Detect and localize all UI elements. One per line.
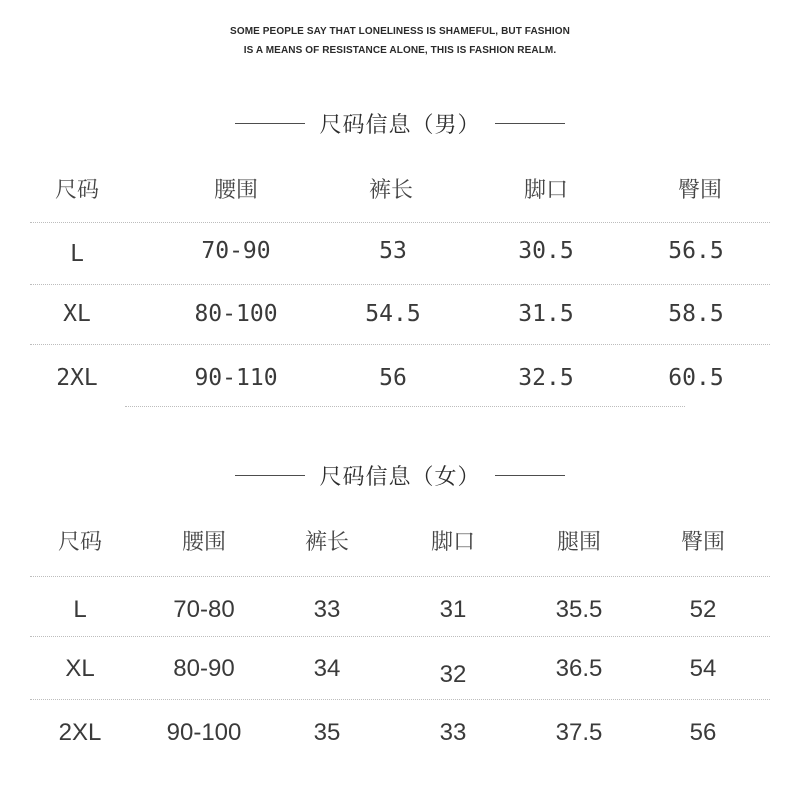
men-cell-hem: 32.5 [518, 365, 574, 391]
women-header-waist: 腰围 [181, 530, 227, 555]
men-cell-hip: 58.5 [668, 301, 724, 327]
women-cell-hem: 31 [439, 596, 467, 623]
women-header-thigh: 腿围 [556, 530, 602, 555]
title-rule-right [495, 123, 565, 124]
men-cell-length: 53 [379, 238, 407, 264]
men-cell-waist: 80-100 [194, 301, 278, 327]
women-cell-length: 33 [313, 596, 341, 623]
women-cell-length: 35 [313, 719, 341, 746]
men-divider [30, 222, 770, 223]
women-cell-hem: 33 [439, 719, 467, 746]
slogan-line-2: IS A MEANS OF RESISTANCE ALONE, THIS IS FASHION REALM. [243, 45, 557, 56]
women-header-hip: 臀围 [680, 530, 726, 555]
women-cell-waist: 90-100 [166, 719, 242, 746]
men-header-hem: 脚口 [523, 178, 569, 203]
men-cell-hem: 31.5 [518, 301, 574, 327]
men-divider [30, 284, 770, 285]
men-divider [30, 344, 770, 345]
women-cell-size: XL [65, 655, 95, 682]
men-header-size: 尺码 [54, 178, 100, 203]
men-header-length: 裤长 [368, 178, 414, 203]
women-header-hem: 脚口 [430, 530, 476, 555]
men-cell-waist: 90-110 [194, 365, 278, 391]
women-cell-size: L [73, 596, 87, 623]
women-cell-hip: 52 [689, 596, 717, 623]
men-cell-waist: 70-90 [201, 238, 271, 264]
women-divider [30, 576, 770, 577]
men-cell-length: 56 [379, 365, 407, 391]
men-cell-size: 2XL [56, 365, 98, 391]
men-cell-hip: 56.5 [668, 238, 724, 264]
women-cell-size: 2XL [58, 719, 102, 746]
women-cell-thigh: 35.5 [555, 596, 603, 623]
women-cell-waist: 70-80 [173, 596, 235, 623]
men-cell-hem: 30.5 [518, 238, 574, 264]
men-title-text: 尺码信息（男） [319, 113, 481, 138]
women-divider [30, 699, 770, 700]
women-cell-thigh: 36.5 [555, 655, 603, 682]
title-rule-left [235, 475, 305, 476]
women-cell-hem: 32 [439, 661, 467, 688]
women-header-size: 尺码 [57, 530, 103, 555]
women-cell-waist: 80-90 [173, 655, 235, 682]
women-size-title [0, 460, 800, 491]
women-header-length: 裤长 [304, 530, 350, 555]
men-cell-size: XL [63, 301, 91, 327]
men-cell-size: L [70, 241, 84, 267]
men-header-waist: 腰围 [213, 178, 259, 203]
women-cell-hip: 54 [689, 655, 717, 682]
women-divider [30, 636, 770, 637]
women-cell-length: 34 [313, 655, 341, 682]
women-cell-thigh: 37.5 [555, 719, 603, 746]
title-rule-left [235, 123, 305, 124]
men-cell-length: 54.5 [365, 301, 421, 327]
men-size-title [0, 108, 800, 139]
women-cell-hip: 56 [689, 719, 717, 746]
men-header-hip: 臀围 [677, 178, 723, 203]
slogan-line-1: SOME PEOPLE SAY THAT LONELINESS IS SHAMEFUL, BUT FASHION [230, 26, 570, 37]
women-title-text: 尺码信息（女） [319, 465, 481, 490]
men-cell-hip: 60.5 [668, 365, 724, 391]
men-divider [125, 406, 685, 407]
title-rule-right [495, 475, 565, 476]
